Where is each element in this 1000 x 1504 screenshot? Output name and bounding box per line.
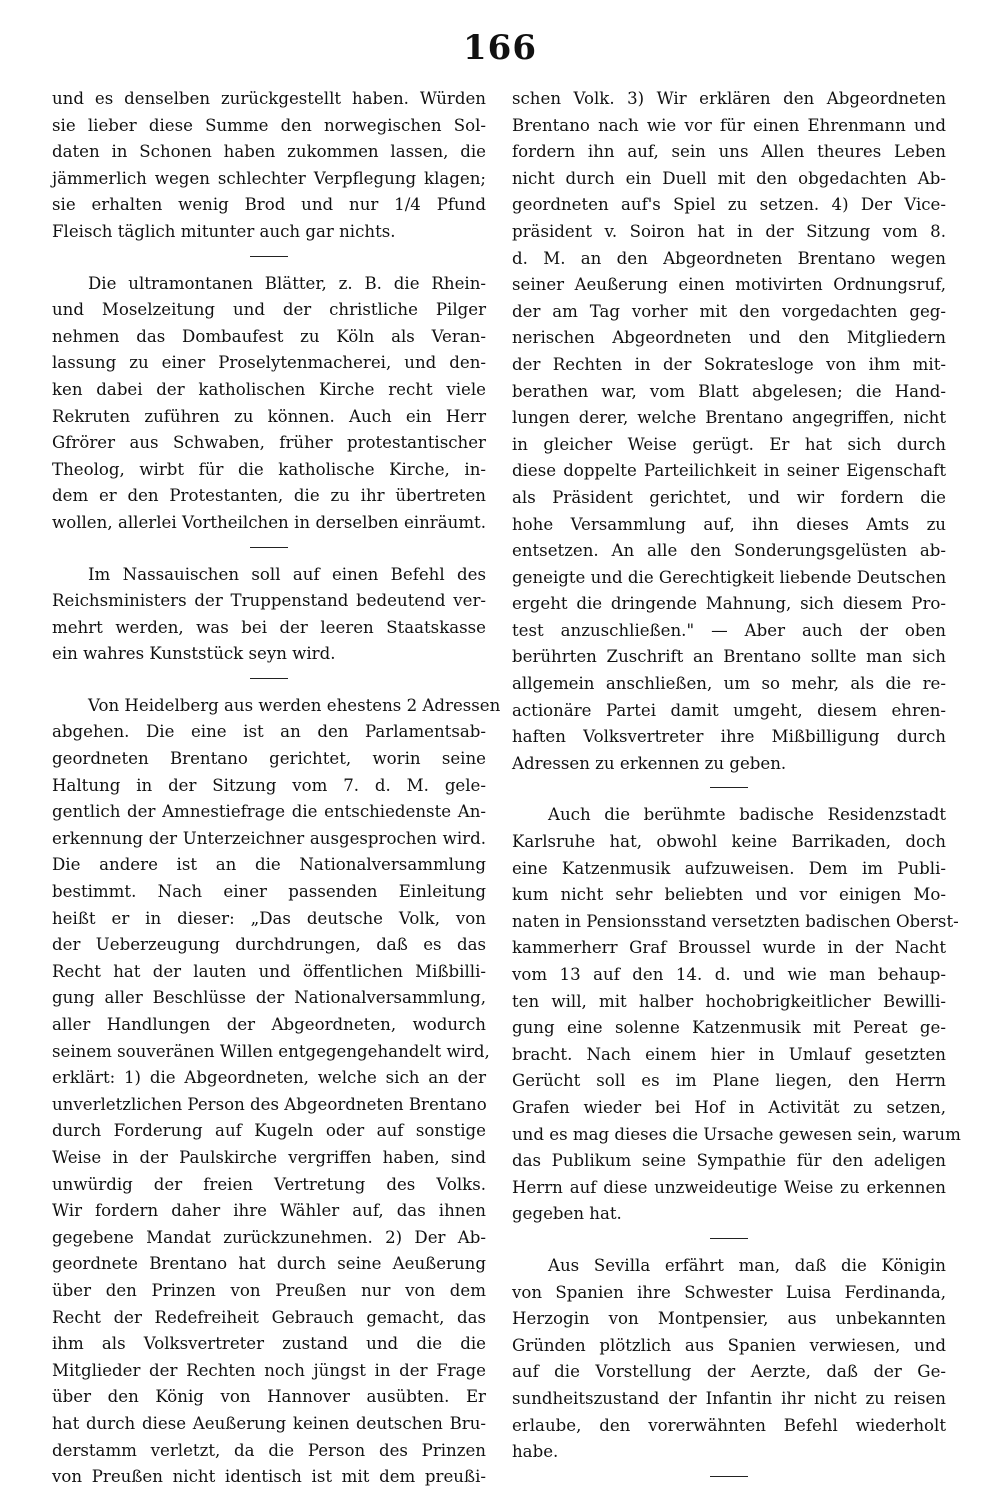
text-line: Gerücht soll es im Plane liegen, den Herrn (512, 1071, 946, 1091)
text-line: kum nicht sehr beliebten und vor einigen Mo- (512, 885, 946, 905)
text-line: kammerherr Graf Broussel wurde in der Nacht (512, 938, 946, 958)
text-line: gegebene Mandat zurückzunehmen. 2) Der Ab- (52, 1227, 486, 1247)
text-line: dem er den Protestanten, die zu ihr übertreten (52, 486, 486, 506)
section-divider (250, 678, 288, 679)
text-line: seiner Aeußerung einen motivirten Ordnungsruf, (512, 275, 946, 295)
text-line: Die ultramontanen Blätter, z. B. die Rhein- (88, 273, 486, 293)
text-line: d. M. an den Abgeordneten Brentano wegen (512, 248, 946, 268)
text-line: Mitglieder der Rechten noch jüngst in der Frage (52, 1360, 486, 1380)
right-column (512, 86, 961, 1491)
section-divider (710, 1238, 748, 1239)
text-line: und es mag dieses die Ursache gewesen sein, warum (512, 1124, 961, 1144)
text-line: Herrn auf diese unzweideutige Weise zu erkennen (512, 1177, 946, 1197)
text-line: wollen, allerlei Vortheilchen in derselben einräumt. (52, 512, 486, 532)
text-line: daten in Schonen haben zukommen lassen, die (52, 142, 486, 162)
article-karlsruhe (512, 802, 961, 1228)
text-line: entsetzen. An alle den Sonderungsgelüsten ab- (512, 541, 946, 561)
text-line: Theolog, wirbt für die katholische Kirche, in- (52, 459, 486, 479)
text-line: Karlsruhe hat, obwohl keine Barrikaden, doch (512, 832, 946, 852)
article-heidelberg-continued (512, 86, 946, 777)
text-line: präsident v. Soiron hat in der Sitzung vom 8. (512, 221, 946, 241)
text-line: derstamm verletzt, da die Person des Prinzen (52, 1440, 486, 1460)
text-line: fordern ihn auf, sein uns Allen theures Leben (512, 142, 946, 162)
text-line: diese doppelte Parteilichkeit in seiner Eigenschaft (512, 461, 946, 481)
text-line: ten will, mit halber hochobrigkeitlicher Bewilli- (512, 991, 946, 1011)
section-divider (710, 787, 748, 788)
text-line: sie erhalten wenig Brod und nur 1/4 Pfund (52, 195, 486, 215)
text-line: Reichsministers der Truppenstand bedeutend ver- (52, 591, 486, 611)
text-line: erlaube, den vorerwähnten Befehl wiederholt (512, 1415, 946, 1435)
text-line: ergeht die dringende Mahnung, sich diesem Pro- (512, 594, 946, 614)
text-line: naten in Pensionsstand versetzten badischen Oberst- (512, 911, 959, 931)
text-line: geordneten auf's Spiel zu setzen. 4) Der Vice- (512, 195, 946, 215)
text-line: und es denselben zurückgestellt haben. Würden (52, 89, 486, 108)
text-line: Von Heidelberg aus werden ehestens 2 Adressen (88, 695, 501, 715)
text-line: seinem souveränen Willen entgegengehandelt wird, (52, 1041, 490, 1061)
text-line: ken dabei der katholischen Kirche recht viele (52, 379, 486, 399)
text-line: der Ueberzeugung durchdrungen, daß es das (52, 935, 486, 955)
text-line: Brentano nach wie vor für einen Ehrenmann und (512, 115, 946, 135)
text-line: auf die Vorstellung der Aerzte, daß der Ge- (512, 1362, 946, 1382)
text-line: Herzogin von Montpensier, aus unbekannten (512, 1309, 946, 1329)
text-line: lassung zu einer Proselytenmacherei, und den- (52, 353, 486, 373)
text-line: Weise in der Paulskirche vergriffen haben, sind (52, 1147, 486, 1167)
text-line: Auch die berühmte badische Residenzstadt (548, 805, 946, 825)
text-line: schen Volk. 3) Wir erklären den Abgeordneten (512, 89, 946, 108)
text-line: mehrt werden, was bei der leeren Staatskasse (52, 617, 486, 637)
text-line: gung aller Beschlüsse der Nationalversammlung, (52, 988, 486, 1008)
text-line: gentlich der Amnestiefrage die entschiedenste An- (52, 802, 486, 822)
text-line: Grafen wieder bei Hof in Activität zu setzen, (512, 1097, 946, 1117)
text-line: jämmerlich wegen schlechter Verpflegung klagen; (52, 168, 486, 188)
text-line: geordneten Brentano gerichtet, worin seine (52, 749, 486, 769)
text-line: Recht hat der lauten und öffentlichen Mißbilli- (52, 961, 486, 981)
text-line: über den Prinzen von Preußen nur von dem (52, 1280, 486, 1300)
text-line: Gründen plötzlich aus Spanien verwiesen, und (512, 1335, 946, 1355)
page-number: 166 (463, 28, 537, 68)
article-nassau (52, 562, 486, 668)
text-line: von Spanien ihre Schwester Luisa Ferdinanda, (512, 1282, 946, 1302)
text-line: allgemein anschließen, um so mehr, als die re- (512, 674, 946, 694)
text-line: und Moselzeitung und der christliche Pilger (52, 300, 486, 320)
text-line: aller Handlungen der Abgeordneten, wodurch (52, 1015, 486, 1034)
text-line: Fleisch täglich mitunter auch gar nichts. (52, 221, 396, 241)
text-line: actionäre Partei damit umgeht, diesem ehren- (512, 700, 946, 720)
text-line: gegeben hat. (512, 1204, 622, 1224)
text-line: Haltung in der Sitzung vom 7. d. M. gele- (52, 775, 486, 795)
text-line: nehmen das Dombaufest zu Köln als Veran- (52, 326, 486, 346)
text-line: vom 13 auf den 14. d. und wie man behaup- (512, 965, 946, 984)
text-line: unwürdig der freien Vertretung des Volks. (52, 1174, 486, 1194)
text-line: Aus Sevilla erfährt man, daß die Königin (548, 1255, 946, 1275)
text-line: Die andere ist an die Nationalversammlung (52, 855, 486, 875)
text-line: als Präsident gerichtet, und wir fordern die (512, 487, 946, 507)
article-continuation (52, 86, 486, 246)
text-line: haften Volksvertreter ihre Mißbilligung durch (512, 727, 946, 747)
article-sevilla (512, 1253, 946, 1466)
text-line: Adressen zu erkennen zu geben. (512, 753, 787, 773)
text-line: erklärt: 1) die Abgeordneten, welche sich an der (52, 1068, 486, 1088)
text-line: über den König von Hannover ausübten. Er (52, 1387, 486, 1407)
text-line: unverletzlichen Person des Abgeordneten Brentano (52, 1094, 487, 1114)
text-line: der Rechten in der Sokratesloge von ihm mit- (512, 354, 946, 374)
text-line: der am Tag vorher mit den vorgedachten geg- (512, 301, 946, 321)
text-line: ein wahres Kunststück seyn wird. (52, 644, 336, 664)
text-line: erkennung der Unterzeichner ausgesprochen wird. (52, 828, 486, 848)
text-line: berührten Zuschrift an Brentano sollte man sich (512, 647, 946, 667)
article-heidelberg (52, 693, 501, 1491)
text-line: sundheitszustand der Infantin ihr nicht zu reisen (512, 1388, 946, 1408)
text-line: abgehen. Die eine ist an den Parlamentsab- (52, 722, 486, 742)
text-line: test anzuschließen." — Aber auch der oben (512, 620, 946, 640)
text-line: bracht. Nach einem hier in Umlauf gesetzten (512, 1044, 946, 1064)
text-line: Recht der Redefreiheit Gebrauch gemacht, das (52, 1307, 486, 1327)
text-line: heißt er in dieser: „Das deutsche Volk, von (52, 908, 486, 928)
text-line: bestimmt. Nach einer passenden Einleitung (52, 882, 486, 902)
text-line: eine Katzenmusik aufzuweisen. Dem im Publi- (512, 858, 946, 878)
section-divider (710, 1476, 748, 1477)
text-line: hat durch diese Aeußerung keinen deutschen Bru- (52, 1413, 486, 1433)
text-line: berathen war, vom Blatt abgelesen; die Hand- (512, 381, 946, 401)
section-divider (250, 256, 288, 257)
text-line: Wir fordern daher ihre Wähler auf, das ihnen (52, 1201, 486, 1221)
text-line: geordnete Brentano hat durch seine Aeußerung (52, 1254, 486, 1274)
text-line: Rekruten zuführen zu können. Auch ein Herr (52, 406, 486, 426)
text-line: geneigte und die Gerechtigkeit liebende Deutschen (512, 567, 947, 587)
text-line: nicht durch ein Duell mit den obgedachten Ab- (512, 168, 946, 188)
text-line: habe. (512, 1442, 559, 1462)
text-line: Im Nassauischen soll auf einen Befehl des (88, 564, 486, 584)
text-line: sie lieber diese Summe den norwegischen Sol- (52, 115, 486, 135)
text-line: durch Forderung auf Kugeln oder auf sonstige (52, 1121, 486, 1141)
text-line: nerischen Abgeordneten und den Mitgliedern (512, 328, 946, 348)
text-line: ihm als Volksvertreter zustand und die die (52, 1334, 486, 1354)
text-line: das Publikum seine Sympathie für den adeligen (512, 1151, 946, 1171)
text-line: in gleicher Weise gerügt. Er hat sich durch (512, 434, 946, 454)
left-column (52, 86, 501, 1491)
section-divider (250, 547, 288, 548)
text-line: Gfrörer aus Schwaben, früher protestantischer (52, 433, 486, 453)
text-line: von Preußen nicht identisch ist mit dem preußi- (52, 1467, 486, 1487)
article-ultramontane (52, 271, 486, 537)
text-line: hohe Versammlung auf, ihn dieses Amts zu (512, 514, 946, 534)
text-line: lungen derer, welche Brentano angegriffen, nicht (512, 408, 946, 428)
text-line: gung eine solenne Katzenmusik mit Pereat ge- (512, 1018, 946, 1038)
